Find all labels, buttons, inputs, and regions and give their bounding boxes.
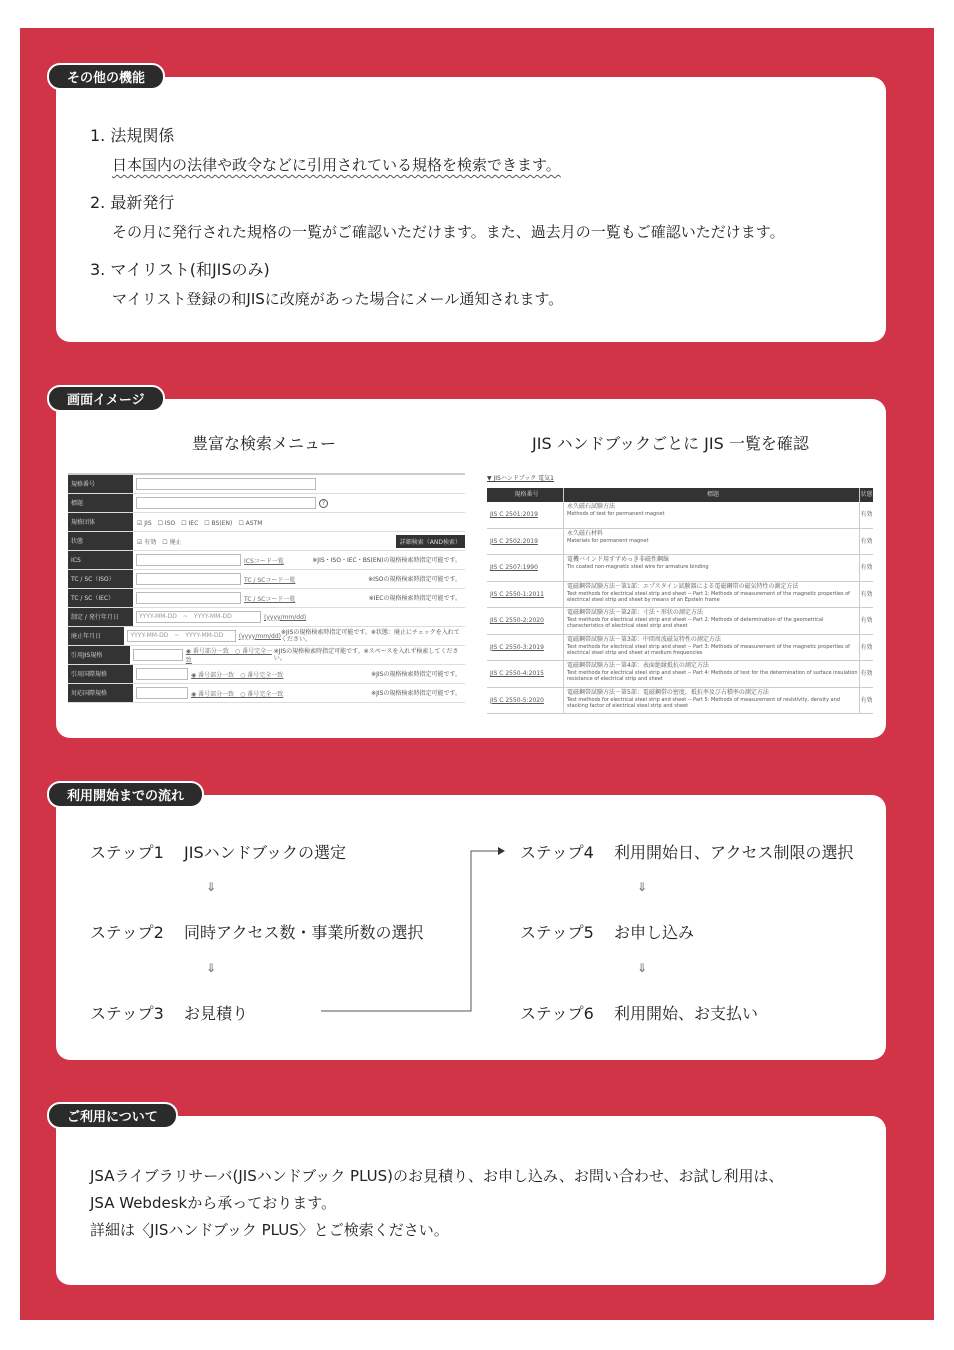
form-row [68, 646, 465, 665]
field-input[interactable] [136, 592, 241, 604]
standard-title [563, 608, 859, 634]
status: 有効 [859, 635, 873, 661]
field-input[interactable] [136, 573, 241, 585]
left-caption: 豊富な検索メニュー [192, 434, 337, 453]
standard-title [563, 661, 859, 687]
header-no: 規格番号 [514, 491, 539, 498]
standard-link[interactable]: JIS C 2501:2019 [490, 511, 538, 518]
usage-line: JSAライブラリサーバ(JISハンドブック PLUS)のお見積り、お申し込み、お問い合わせ、お試し利用は、 [90, 1167, 784, 1185]
usage-line: JSA Webdeskから承っております。 [90, 1194, 337, 1212]
usage-text [90, 1163, 784, 1244]
field-note: ※JIS・ISO・IEC・BS(EN)の規格検索時指定可能です。 [312, 556, 461, 564]
form-row [68, 665, 465, 684]
down-arrow-icon: ⇓ [206, 961, 217, 975]
title-ja: 電磁鋼帯試験方法－第1部：エプスタイン試験器による電磁鋼帯の磁気特性の測定方法 [567, 582, 799, 590]
handbook-list-screenshot [487, 473, 873, 714]
title-ja: 永久磁石材料 [567, 529, 604, 537]
field-label: 対応国際規格 [68, 684, 133, 702]
usage-line: 詳細は〈JISハンドブック PLUS〉とご検索ください。 [90, 1221, 449, 1239]
connector-arrow-icon [316, 845, 506, 1015]
advanced-search-button[interactable]: 詳細検索（AND検索） [396, 535, 465, 548]
title-en: Tin coated non-magnetic steel wire for armature binding [567, 564, 709, 570]
status: 有効 [859, 661, 873, 687]
table-row [487, 529, 873, 556]
form-row [68, 551, 465, 570]
standard-title [563, 582, 859, 608]
field-label: 規格番号 [68, 475, 133, 493]
standard-link[interactable]: JIS C 2550-3:2019 [490, 643, 544, 651]
form-row [68, 532, 465, 551]
help-icon[interactable]: ? [319, 499, 328, 508]
field-link[interactable]: (yyyy/mm/dd) [238, 632, 282, 640]
feature-title: 1. 法規関係 [90, 126, 175, 145]
step-4 [520, 840, 854, 863]
table-row [487, 555, 873, 582]
step-number: ステップ3 [90, 1004, 164, 1023]
form-row [68, 684, 465, 703]
feature-item [90, 190, 785, 242]
form-row [68, 475, 465, 494]
field-label: 引用国際規格 [68, 665, 133, 683]
field-label: TC / SC（IEC） [68, 589, 133, 607]
form-row [68, 627, 465, 646]
step-number: ステップ6 [520, 1004, 594, 1023]
step-5 [520, 920, 694, 943]
form-row [68, 570, 465, 589]
step-text: 利用開始、お支払い [614, 1004, 759, 1023]
field-label: 制定 / 発行年月日 [68, 608, 133, 626]
field-link[interactable]: ◉ 番号部分一致 ○ 番号完全一致 [185, 648, 273, 664]
field-link[interactable]: TC / SCコード一覧 [244, 576, 296, 584]
step-text: お見積り [184, 1004, 249, 1023]
standard-title [563, 502, 859, 528]
status: 有効 [859, 502, 873, 528]
form-row [68, 494, 465, 513]
section-tag-screens: 画面イメージ [47, 385, 165, 412]
status: 有効 [859, 529, 873, 555]
field-label: 引用JIS規格 [68, 646, 130, 664]
field-input[interactable] [136, 687, 188, 699]
field-link[interactable]: ICSコード一覧 [244, 557, 284, 565]
table-row [487, 661, 873, 688]
title-en: Test methods for electrical steel strip and sheet -- Part 4: Methods of test for the determination of surface insulation resistance of electrical strip and sheet [567, 670, 858, 682]
step-3 [90, 1001, 248, 1024]
feature-desc: マイリスト登録の和JISに改廃があった場合にメール通知されます。 [112, 290, 564, 308]
title-ja: 電磁鋼帯試験方法－第2部：寸法・形状の測定方法 [567, 609, 703, 616]
step-text: 利用開始日、アクセス制限の選択 [614, 843, 854, 862]
field-input[interactable] [136, 668, 188, 680]
title-en: Materials for permanent magnet [567, 537, 649, 544]
step-number: ステップ5 [520, 923, 594, 942]
title-en: Test methods for electrical steel strip and sheet -- Part 3: Methods of measurement of the magnetic properties of electrical steel strip and sheet at medium frequencies [567, 643, 850, 656]
feature-item [90, 123, 561, 175]
step-text: お申し込み [614, 923, 695, 942]
feature-title: 3. マイリスト(和JISのみ) [90, 260, 270, 279]
title-en: Test methods for electrical steel strip and sheet -- Part 5: Methods of measurement of resistivity, density and stacking factor of electrical steel strip and sheet [567, 696, 840, 709]
standard-link[interactable]: JIS C 2550-5:2020 [490, 696, 544, 704]
title-ja: 電磁鋼帯試験方法－第3部：中間周波磁気特性の測定方法 [567, 635, 721, 643]
step-text: 同時アクセス数・事業所数の選択 [184, 923, 424, 942]
step-number: ステップ2 [90, 923, 164, 942]
field-note: ※JISの規格検索時指定可能です。※スペースを入れず検索してください。 [273, 648, 459, 662]
form-row [68, 513, 465, 532]
field-input[interactable] [136, 478, 316, 490]
standard-link[interactable]: JIS C 2507:1990 [490, 564, 538, 571]
field-input[interactable]: YYYY-MM-DD ~ YYYY-MM-DD [136, 611, 261, 623]
standard-title [563, 529, 859, 555]
checkbox-group[interactable]: ☑ JIS ☐ ISO ☐ IEC ☐ BS(EN) ☐ ASTM [137, 519, 263, 527]
field-link[interactable]: ◉ 番号部分一致 ○ 番号完全一致 [191, 671, 284, 679]
feature-title: 2. 最新発行 [90, 193, 175, 212]
status: 有効 [859, 608, 873, 634]
other-features-card [56, 77, 886, 342]
feature-desc: その月に発行された規格の一覧がご確認いただけます。また、過去月の一覧もご確認いただけます。 [112, 223, 785, 241]
standard-link[interactable]: JIS C 2550-2:2020 [490, 617, 544, 624]
step-number: ステップ1 [90, 843, 164, 862]
form-row [68, 589, 465, 608]
standard-title [563, 635, 859, 661]
field-link[interactable]: (yyyy/mm/dd) [264, 613, 307, 621]
field-note: ※JISの規格検索時指定可能です。 [371, 689, 461, 697]
field-note: ※JISの規格検索時指定可能です。※状態：廃止にチェックを入れてください。 [281, 629, 460, 643]
down-arrow-icon: ⇓ [637, 961, 648, 975]
step-text: JISハンドブックの選定 [184, 843, 346, 862]
field-label: 規格団体 [68, 513, 133, 531]
screen-image-card [56, 399, 886, 738]
field-label: 廃止年月日 [68, 627, 124, 645]
form-row [68, 608, 465, 627]
section-tag-usage: ご利用について [47, 1102, 178, 1129]
field-label: 標題 [68, 494, 133, 512]
field-link[interactable]: TC / SCコード一覧 [244, 595, 296, 603]
feature-item [90, 257, 563, 309]
step-6 [520, 1001, 758, 1024]
standard-link[interactable]: JIS C 2550-4:2015 [490, 670, 544, 677]
breadcrumb[interactable]: ▼ JISハンドブック 電気1 [487, 475, 554, 482]
title-en: Methods of test for permanent magnet [567, 511, 665, 517]
flow-card [56, 795, 886, 1060]
table-row [487, 582, 873, 609]
status: 有効 [859, 582, 873, 608]
standard-link[interactable]: JIS C 2550-1:2011 [490, 590, 544, 598]
right-caption: JIS ハンドブックごとに JIS 一覧を確認 [532, 434, 809, 453]
section-tag-other: その他の機能 [47, 63, 165, 90]
status: 有効 [859, 688, 873, 714]
table-row [487, 502, 873, 529]
title-ja: 電磁鋼帯試験方法－第5部：電磁鋼帯の密度，抵抗率及び占積率の測定方法 [567, 688, 769, 696]
field-input[interactable] [136, 497, 316, 509]
field-label: ICS [68, 551, 133, 569]
feature-desc: 日本国内の法律や政令などに引用されている規格を検索できます。 [112, 156, 561, 174]
header-title: 標題 [563, 488, 859, 502]
table-row [487, 688, 873, 715]
standard-title [563, 555, 859, 581]
field-input[interactable] [133, 649, 183, 661]
field-note: ※IECの規格検索時指定可能です。 [368, 594, 461, 602]
field-input[interactable]: YYYY-MM-DD ~ YYYY-MM-DD [127, 630, 235, 642]
header-status: 状態 [859, 488, 873, 502]
title-en: Test methods for electrical steel strip and sheet -- Part 1: Methods of measurement of the magnetic properties of electrical steel strip and sheet by means of an Epstein frame [567, 590, 850, 603]
status: 有効 [859, 555, 873, 581]
table-header [487, 488, 873, 502]
field-link[interactable]: ◉ 番号部分一致 ○ 番号完全一致 [191, 690, 284, 698]
title-ja: 電磁鋼帯試験方法－第4部：表面絶縁抵抗の測定方法 [567, 662, 709, 669]
standard-link[interactable]: JIS C 2502:2019 [490, 537, 538, 545]
search-form-screenshot [68, 473, 465, 703]
table-row [487, 635, 873, 662]
field-label: TC / SC（ISO） [68, 570, 133, 588]
table-row [487, 608, 873, 635]
field-input[interactable] [136, 554, 241, 566]
field-label: 状態 [68, 532, 133, 550]
standard-title [563, 688, 859, 714]
usage-card [56, 1116, 886, 1285]
title-ja: 永久磁石試験方法 [567, 503, 616, 510]
field-note: ※JISの規格検索時指定可能です。 [371, 670, 461, 678]
field-note: ※ISOの規格検索時指定可能です。 [368, 575, 461, 583]
step-number: ステップ4 [520, 843, 594, 862]
title-en: Test methods for electrical steel strip and sheet -- Part 2: Methods of determination of the geometrical characteristics of electrical steel strip and sheet [567, 617, 824, 629]
checkbox-group[interactable]: ☑ 有効 ☐ 廃止 [137, 538, 182, 546]
step-1 [90, 840, 346, 863]
down-arrow-icon: ⇓ [206, 880, 217, 894]
title-ja: 電機バインド用すずめっき非磁性鋼線 [567, 556, 670, 563]
down-arrow-icon: ⇓ [637, 880, 648, 894]
section-tag-flow: 利用開始までの流れ [47, 781, 204, 808]
